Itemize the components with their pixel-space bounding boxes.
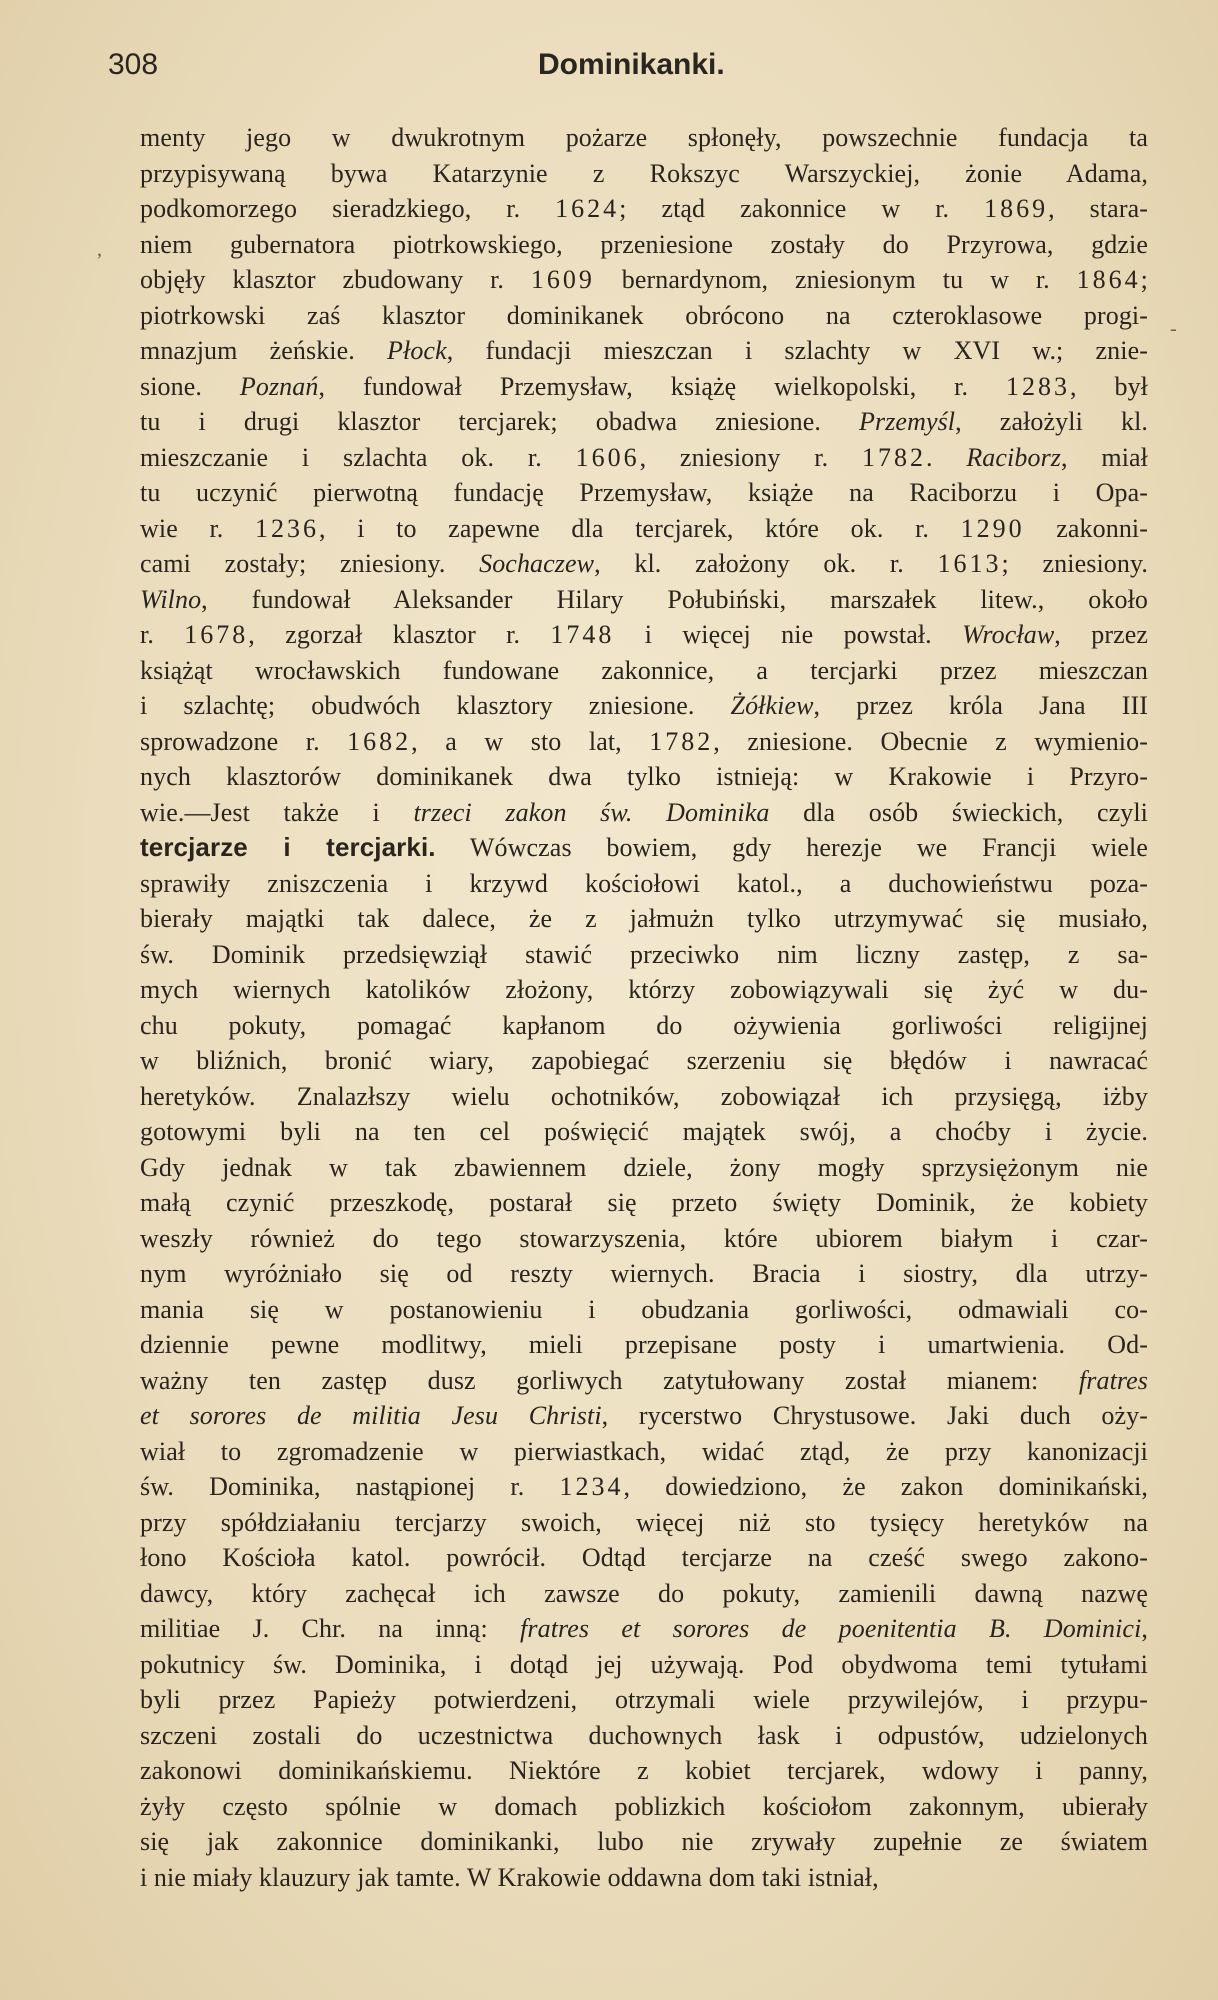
text-line	[140, 1398, 1148, 1434]
text-segment: ; ztąd zakonnice w r.	[619, 194, 985, 223]
spaced-year: 1613	[937, 549, 1002, 578]
text-segment: św. Dominik przedsięwziął stawić przeciwko nim liczny zastęp, z sa-	[140, 939, 1148, 969]
text-line	[140, 724, 1148, 760]
text-segment: podkomorzego sieradzkiego, r.	[140, 194, 556, 223]
text-segment: sprawiły zniszczenia i krzywd kościołowi katol., a duchowieństwu poza-	[140, 868, 1148, 898]
text-line	[140, 1469, 1148, 1505]
text-segment: sione.	[140, 371, 240, 401]
spaced-year: 1678	[184, 620, 249, 649]
text-segment: , przez	[1054, 620, 1148, 649]
text-segment: książąt wrocławskich fundowane zakonnice, a tercjarki przez mieszczan	[140, 655, 1148, 685]
spaced-year: 1748	[550, 620, 615, 649]
text-segment: , kl. założony ok. r.	[594, 549, 938, 578]
text-line	[140, 1114, 1148, 1150]
text-segment: , miał	[1061, 442, 1148, 472]
text-line	[140, 227, 1148, 263]
text-segment: ; zniesiony.	[1001, 549, 1148, 578]
running-title: Dominikanki.	[538, 48, 725, 81]
text-segment: .	[925, 442, 967, 472]
text-segment: szczeni zostali do uczestnictwa duchownych łask i odpustów, udzielonych	[140, 1720, 1148, 1750]
text-segment: , zgorzał klasztor r.	[248, 620, 551, 649]
text-line	[140, 298, 1148, 334]
spaced-year: 1782	[649, 726, 714, 756]
spaced-year: 1864	[1076, 265, 1141, 294]
text-segment: zakonni-	[1024, 513, 1148, 543]
text-segment: nych klasztorów dominikanek dwa tylko istnieją: w Krakowie i Przyro-	[140, 762, 1148, 791]
text-segment: wie r.	[140, 513, 255, 543]
text-line	[140, 1150, 1148, 1186]
text-line	[140, 617, 1148, 653]
text-segment: mieszczanie i szlachta ok. r.	[140, 442, 576, 472]
text-segment: łono Kościoła katol. powrócił. Odtąd tercjarze na cześć swego zakono-	[140, 1543, 1148, 1572]
spaced-year: 1290	[960, 513, 1025, 543]
text-line	[140, 404, 1148, 440]
text-line	[140, 369, 1148, 405]
text-line	[140, 1718, 1148, 1754]
text-segment: mnazjum żeńskie.	[140, 336, 388, 365]
text-segment: , dowiedziono, że zakon dominikański,	[623, 1472, 1148, 1501]
text-line	[140, 1008, 1148, 1044]
text-line	[140, 440, 1148, 476]
text-segment: menty jego w dwukrotnym pożarze spłonęły, powszechnie fundacja ta	[140, 123, 1148, 152]
text-segment: przy spółdziałaniu tercjarzy swoich, więcej niż sto tysięcy heretyków na	[140, 1507, 1148, 1537]
text-segment: , rycerstwo Chrystusowe. Jaki duch oży-	[601, 1401, 1148, 1430]
text-line	[140, 688, 1148, 724]
text-segment: dla osób świeckich, czyli	[769, 797, 1148, 827]
text-line	[140, 582, 1148, 618]
text-line	[140, 1540, 1148, 1576]
text-line	[140, 1363, 1148, 1399]
text-segment: , a w sto lat,	[411, 726, 650, 756]
text-segment: bierały majątki tak dalece, że z jałmużn tylko utrzymywać się musiało,	[140, 904, 1148, 933]
italic-text: Raciborz	[966, 442, 1062, 472]
text-line	[140, 866, 1148, 902]
text-line	[140, 156, 1148, 192]
text-segment: i więcej nie powstał.	[614, 620, 963, 649]
text-segment: piotrkowski zaś klasztor dominikanek obrócono na czteroklasowe progi-	[140, 300, 1148, 330]
text-line	[140, 546, 1148, 582]
italic-text: Żółkiew	[730, 691, 814, 720]
text-line	[140, 1185, 1148, 1221]
text-segment: , przez króla Jana III	[813, 691, 1148, 720]
text-segment: i szlachtę; obudwóch klasztory zniesione.	[140, 691, 731, 720]
italic-text: et sorores de militia Jesu Christi	[140, 1401, 602, 1430]
text-line	[140, 1576, 1148, 1612]
text-segment: , fundował Aleksander Hilary Połubiński, marszałek litew., około	[201, 584, 1148, 614]
text-line	[140, 795, 1148, 831]
text-segment: objęły klasztor zbudowany r.	[140, 265, 531, 294]
text-line	[140, 759, 1148, 795]
spaced-year: 1782	[861, 442, 926, 472]
text-segment: , zniesione. Obecnie z wymienio-	[713, 726, 1148, 756]
text-segment: tu uczynić pierwotną fundację Przemysław, książe na Raciborzu i Opa-	[140, 478, 1148, 507]
text-line	[140, 1434, 1148, 1470]
spaced-year: 1624	[555, 194, 620, 223]
italic-text: Wrocław	[962, 620, 1055, 649]
page-header	[108, 48, 1148, 98]
text-segment: gotowymi byli na ten cel poświęcić majątek swój, a choćby i życie.	[140, 1117, 1148, 1146]
text-segment: byli przez Papieży potwierdzeni, otrzymali wiele przywilejów, i przypu-	[140, 1685, 1148, 1714]
text-segment: ,	[1141, 1614, 1149, 1643]
text-line	[140, 1327, 1148, 1363]
page-number: 308	[108, 48, 159, 81]
margin-mark: ʼ	[96, 250, 103, 272]
text-segment: zakonowi dominikańskiemu. Niektóre z kobiet tercjarek, wdowy i panny,	[140, 1756, 1148, 1785]
text-line	[140, 1292, 1148, 1328]
spaced-year: 1869	[984, 194, 1049, 223]
text-line	[140, 901, 1148, 937]
text-segment: wie.—Jest także i	[140, 797, 414, 827]
spaced-year: 1609	[530, 265, 595, 294]
text-segment: niem gubernatora piotrkowskiego, przeniesione zostały do Przyrowa, gdzie	[140, 229, 1148, 259]
text-segment: mania się w postanowieniu i obudzania gorliwości, odmawiali co-	[140, 1294, 1148, 1324]
text-segment: , był	[1069, 371, 1148, 401]
text-line	[140, 511, 1148, 547]
text-line	[140, 475, 1148, 511]
text-line	[140, 1860, 1148, 1896]
text-line	[140, 1647, 1148, 1683]
text-segment: , założyli kl.	[955, 407, 1148, 436]
text-line	[140, 972, 1148, 1008]
text-line	[140, 653, 1148, 689]
text-line	[140, 1079, 1148, 1115]
text-segment: , zniesiony r.	[639, 442, 862, 472]
text-segment: militiae J. Chr. na inną:	[140, 1614, 521, 1643]
spaced-year: 1606	[575, 442, 640, 472]
text-segment: , fundował Przemysław, książę wielkopolski, r.	[318, 371, 1006, 401]
italic-text: Przemyśl	[859, 407, 956, 436]
text-segment: r.	[140, 620, 185, 649]
text-line	[140, 937, 1148, 973]
text-line	[140, 191, 1148, 227]
text-segment: pokutnicy św. Dominika, i dotąd jej używają. Pod obydwoma temi tytułami	[140, 1649, 1148, 1679]
article-body	[140, 120, 1148, 1895]
text-line	[140, 1043, 1148, 1079]
text-segment: wiał to zgromadzenie w pierwiastkach, widać ztąd, że przy kanonizacji	[140, 1436, 1148, 1466]
text-line	[140, 1824, 1148, 1860]
text-segment: małą czynić przeszkodę, postarał się przeto święty Dominik, że kobiety	[140, 1188, 1148, 1217]
text-segment: się jak zakonnice dominikanki, lubo nie zrywały zupełnie ze światem	[140, 1827, 1148, 1856]
text-line	[140, 1682, 1148, 1718]
italic-text: trzeci zakon św. Dominika	[413, 797, 770, 827]
text-segment: chu pokuty, pomagać kapłanom do ożywienia gorliwości religijnej	[140, 1010, 1148, 1040]
text-line	[140, 1256, 1148, 1292]
text-segment: sprowadzone r.	[140, 726, 348, 756]
spaced-year: 1283	[1005, 371, 1070, 401]
text-segment: ważny ten zastęp dusz gorliwych zatytułowany został mianem:	[140, 1365, 1079, 1395]
italic-text: Wilno	[140, 584, 202, 614]
text-line	[140, 262, 1148, 298]
italic-text: Płock	[387, 336, 447, 365]
text-line	[140, 830, 1148, 866]
text-segment: , stara-	[1048, 194, 1148, 223]
text-segment: heretyków. Znalazłszy wielu ochotników, zobowiązał ich przysięgą, iżby	[140, 1081, 1148, 1111]
text-segment: tu i drugi klasztor tercjarek; obadwa zniesione.	[140, 407, 860, 436]
text-line	[140, 120, 1148, 156]
text-line	[140, 1611, 1148, 1647]
text-segment: św. Dominika, nastąpionej r.	[140, 1472, 560, 1501]
text-line	[140, 1789, 1148, 1825]
bold-term: tercjarze i tercjarki.	[140, 832, 436, 862]
spaced-year: 1234	[559, 1472, 624, 1501]
text-segment: ;	[1140, 265, 1148, 294]
text-line	[140, 1753, 1148, 1789]
text-segment: mych wiernych katolików złożony, którzy zobowiązywali się żyć w du-	[140, 975, 1148, 1004]
text-segment: przypisywaną bywa Katarzynie z Rokszyc Warszyckiej, żonie Adama,	[140, 158, 1148, 188]
text-segment: nym wyróżniało się od reszty wiernych. Bracia i siostry, dla utrzy-	[140, 1259, 1148, 1288]
text-segment: dawcy, który zachęcał ich zawsze do pokuty, zamienili dawną nazwę	[140, 1578, 1148, 1608]
text-segment: cami zostały; zniesiony.	[140, 549, 480, 578]
italic-text: fratres et sorores de poenitentia B. Dominici	[520, 1614, 1142, 1643]
text-segment: , i to zapewne dla tercjarek, które ok. r.	[319, 513, 961, 543]
spaced-year: 1682	[347, 726, 412, 756]
text-segment: dziennie pewne modlitwy, mieli przepisane posty i umartwienia. Od-	[140, 1330, 1148, 1359]
text-segment: bernardynom, zniesionym tu w r.	[594, 265, 1077, 294]
italic-text: Poznań	[239, 371, 319, 401]
italic-text: Sochaczew	[479, 549, 595, 578]
text-segment: Gdy jednak w tak zbawiennem dziele, żony mogły sprzysiężonym nie	[140, 1152, 1148, 1182]
text-segment: i nie miały klauzury jak tamte. W Krakowie oddawna dom taki istniał,	[140, 1862, 879, 1892]
text-segment: żyły często spólnie w domach poblizkich kościołom zakonnym, ubierały	[140, 1791, 1148, 1821]
spaced-year: 1236	[255, 513, 319, 543]
text-line	[140, 1221, 1148, 1257]
text-segment: w bliźnich, bronić wiary, zapobiegać szerzeniu się błędów i nawracać	[140, 1046, 1148, 1075]
text-segment: Wówczas bowiem, gdy herezje we Francji wiele	[435, 833, 1149, 862]
margin-mark: -	[1170, 318, 1177, 340]
text-line	[140, 333, 1148, 369]
text-line	[140, 1505, 1148, 1541]
text-segment: , fundacji mieszczan i szlachty w XVI w.; znie-	[446, 336, 1148, 365]
italic-text: fratres	[1078, 1365, 1148, 1395]
text-segment: weszły również do tego stowarzyszenia, które ubiorem białym i czar-	[140, 1223, 1148, 1253]
